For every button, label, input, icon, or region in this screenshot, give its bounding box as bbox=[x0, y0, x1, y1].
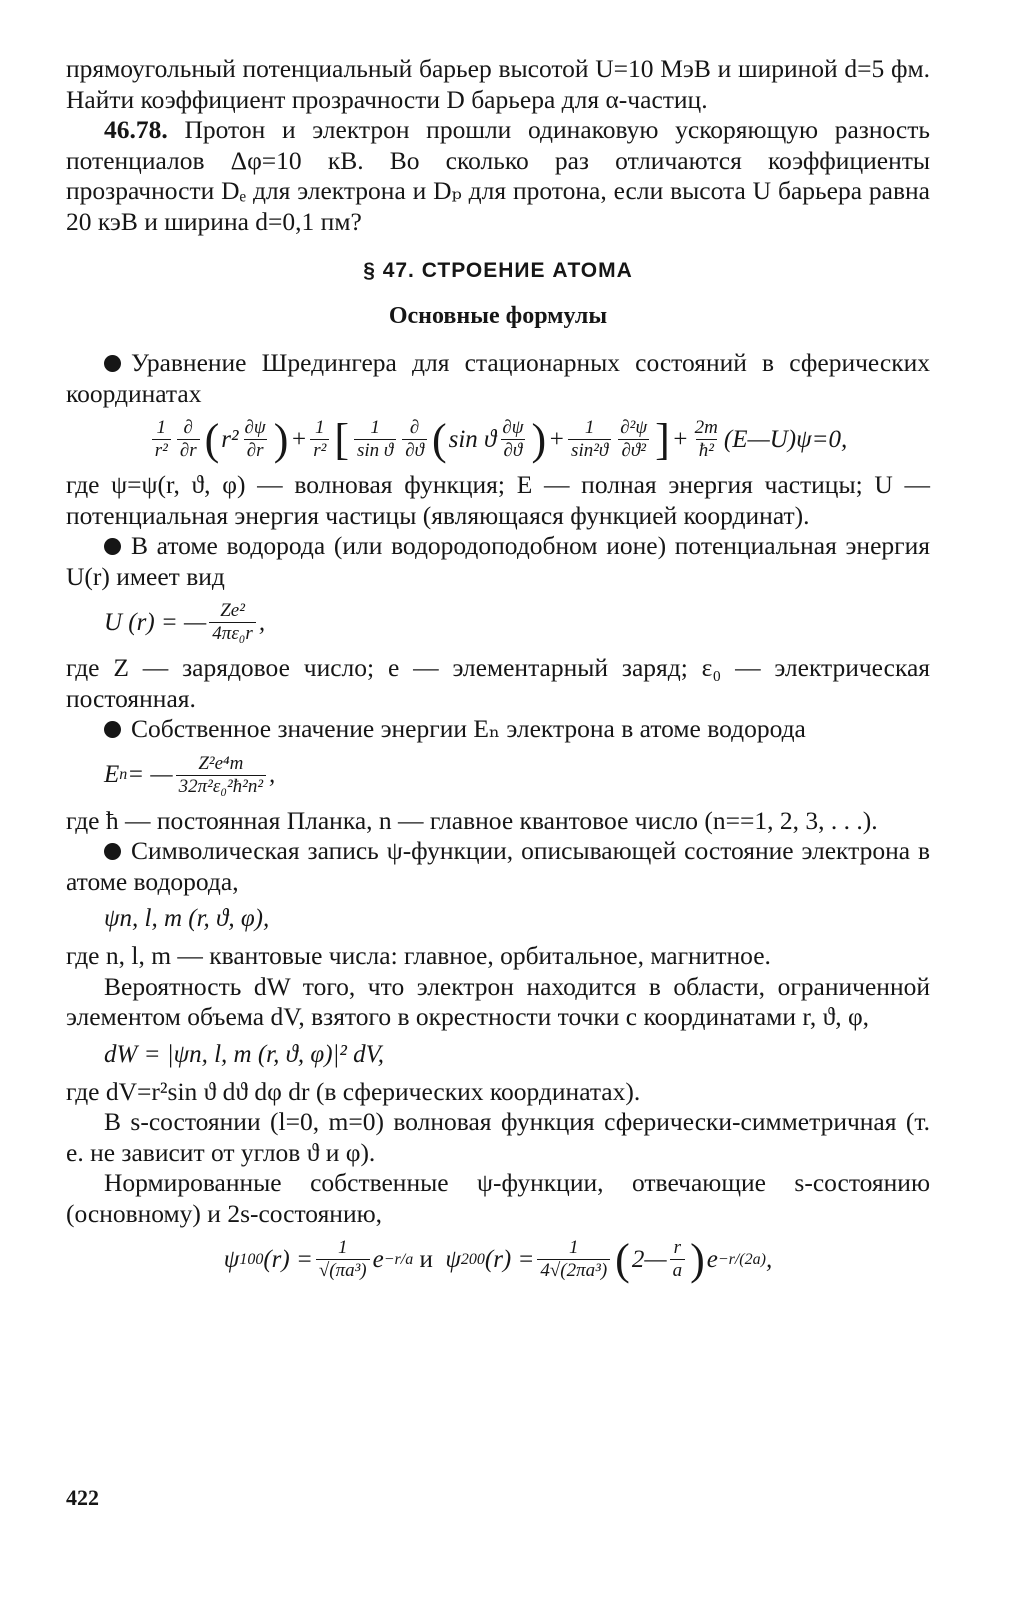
probability-formula: dW = |ψn, l, m (r, ϑ, φ)|² dV, bbox=[104, 1040, 384, 1068]
probability-text: Вероятность dW того, что электрон находится в области, ограниченной элементом объема dV, взятого в окрестности точки с координатами r, ϑ, φ, bbox=[66, 971, 930, 1031]
energy-where: где ħ — постоянная Планка, n — главное квантовое число (n==1, 2, 3, . . .). bbox=[66, 805, 878, 835]
symbolic-intro: Символическая запись ψ-функции, описывающей состояние электрона в атоме водорода, bbox=[66, 836, 930, 896]
dv-where: где dV=r²sin ϑ dϑ dφ dr (в сферических координатах). bbox=[66, 1076, 641, 1106]
energy-intro: Собственное значение энергии Eₙ электрона в атоме водорода bbox=[66, 714, 930, 745]
bullet-icon bbox=[104, 538, 121, 555]
continuation-paragraph: прямоугольный потенциальный барьер высотой U=10 МэВ и шириной d=5 фм. Найти коэффициент прозрачности D барьера для α-частиц. bbox=[66, 54, 930, 114]
section-title: § 47. СТРОЕНИЕ АТОМА bbox=[363, 259, 633, 282]
schrodinger-intro: Уравнение Шредингера для стационарных состояний в сферических координатах bbox=[66, 348, 930, 408]
bullet-icon bbox=[104, 721, 121, 738]
hydrogen-intro: В атоме водорода (или водородоподобном ионе) потенциальная энергия U(r) имеет вид bbox=[66, 531, 930, 591]
wavefunctions-formula: ψ 100 (r) = $\frac{1}{\text{√(πa³)}}$ e −r/a и ψ 200 (r) = $\frac{1}{\text{4√(2πa³)}}$ ( 2— $\frac{r}{a}$ ) e −r/(2a) , bbox=[223, 1234, 773, 1284]
problem-text: Протон и электрон прошли одинаковую ускоряющую разность потенциалов Δφ=10 кВ. Во сколько раз отличаются коэффициенты прозрачности Dₑ для электрона и Dₚ для протона, если высота U барьера равна 20 кэВ и ширина d=0,1 пм? bbox=[66, 115, 930, 236]
potential-formula: U (r) = — $\frac{\text{Ze²}}{\text{4πε₀r}}$ , bbox=[104, 600, 266, 644]
subsection-title: Основные формулы bbox=[388, 303, 608, 329]
page-number: 422 bbox=[66, 1485, 99, 1510]
symbolic-formula: ψn, l, m (r, ϑ, φ), bbox=[104, 905, 270, 932]
normalized-intro: Нормированные собственные ψ-функции, отвечающие s-состоянию (основному) и 2s-состоянию, bbox=[66, 1168, 930, 1228]
page-content bbox=[66, 54, 930, 1290]
bullet-icon bbox=[104, 355, 121, 372]
schrodinger-where: где ψ=ψ(r, ϑ, φ) — волновая функция; E — полная энергия частицы; U — потенциальная энергия частицы (являющаяся функцией координат). bbox=[66, 470, 930, 530]
problem-number: 46.78. bbox=[104, 115, 168, 144]
schrodinger-equation: $\frac{1}{\text{r²}}$ $\frac{\partial}{\partial r}$ ( r² $\frac{\partial\psi}{\partial r}$ ) + $\frac{1}{\text{r²}}$ [ $\frac{1}{\text{sin ϑ}}$ $\frac{\partial}{\partial ϑ}$ ( sin ϑ $\frac{\partial\psi}{\partial ϑ}$ ) + $\frac{1}{\text{sin²ϑ}}$ $\frac{\text{∂²ψ}}{\text{∂ϑ²}}$ ] + $\frac{2m}{\text{ħ²}}$ (E—U)ψ=0, bbox=[66, 417, 930, 462]
potential-where: где Z — зарядовое число; e — элементарный заряд; ε₀ — электрическая постоянная. bbox=[66, 653, 930, 713]
bullet-icon bbox=[104, 843, 121, 860]
energy-formula: E n = — $\frac{\text{Z²e⁴m}}{\text{32π²ε₀²ħ²n²}}$ , bbox=[104, 752, 276, 797]
s-state-text: В s-состоянии (l=0, m=0) волновая функция сферически-симметричная (т. е. не зависит от углов ϑ и φ). bbox=[66, 1107, 930, 1167]
quantum-where: где n, l, m — квантовые числа: главное, орбитальное, магнитное. bbox=[66, 941, 771, 970]
problem-46-78 bbox=[66, 115, 930, 237]
